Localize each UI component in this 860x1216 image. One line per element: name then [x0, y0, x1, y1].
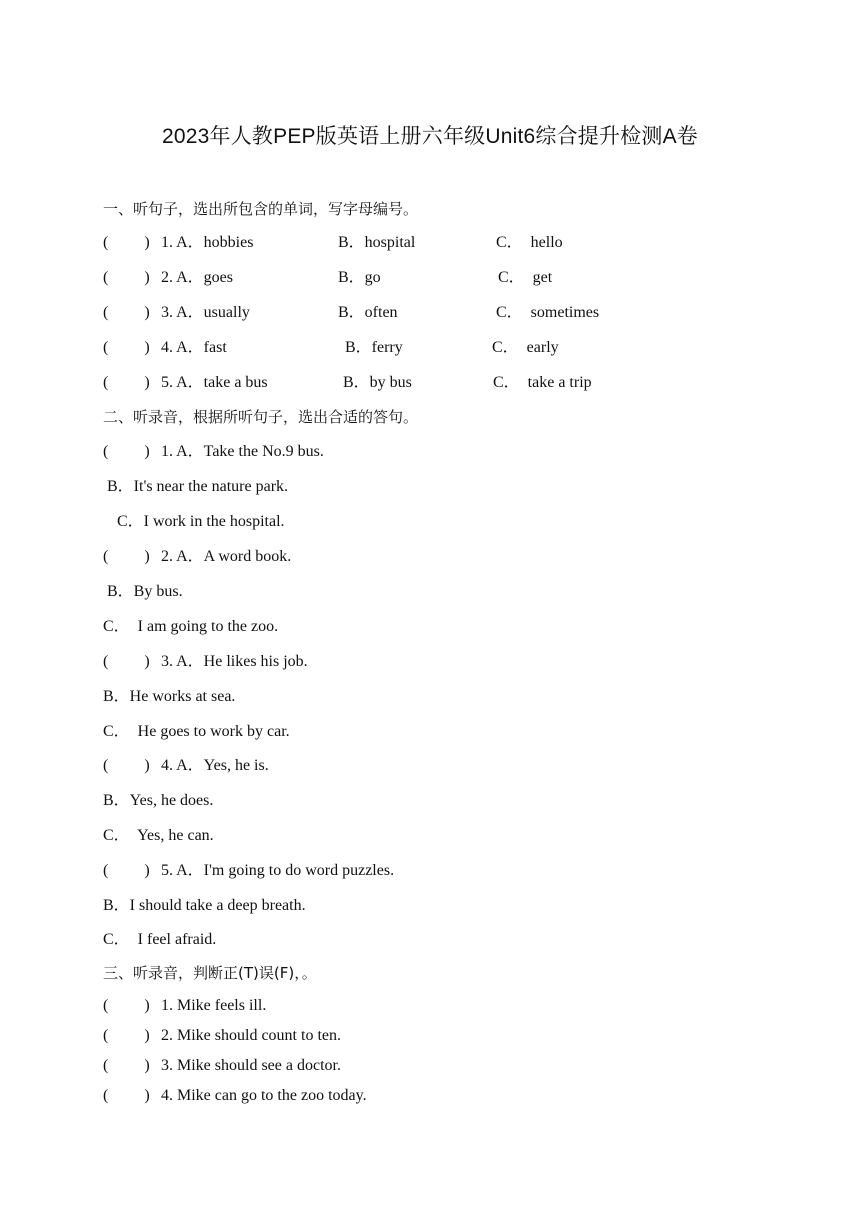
answer-blank[interactable]: ( ) — [103, 269, 150, 286]
s2-q4-option-b: B．Yes, he does. — [103, 792, 214, 809]
option-b: B．hospital — [338, 234, 416, 251]
answer-blank[interactable]: ( ) — [103, 374, 150, 391]
option-a: 3. A．usually — [161, 304, 250, 321]
s2-q1 — [0, 441, 860, 463]
answer-blank[interactable]: ( ) — [103, 862, 150, 879]
s2-q5 — [0, 860, 860, 882]
answer-blank[interactable]: ( ) — [103, 757, 150, 774]
section-2-heading: 二、听录音，根据所听句子，选出合适的答句。 — [103, 408, 419, 426]
s3-item-3 — [0, 1055, 860, 1077]
s2-q3 — [0, 651, 860, 673]
s2-q4 — [0, 755, 860, 777]
option-a: 4. A．Yes, he is. — [161, 757, 269, 774]
s2-q2-option-c: C． I am going to the zoo. — [103, 618, 279, 635]
statement: 2. Mike should count to ten. — [161, 1027, 341, 1044]
answer-blank[interactable]: ( ) — [103, 1027, 150, 1044]
option-a: 2. A．A word book. — [161, 548, 292, 565]
s1-item-5 — [0, 372, 860, 394]
s1-item-4 — [0, 337, 860, 359]
answer-blank[interactable]: ( ) — [103, 304, 150, 321]
s2-q2-option-b: B．By bus. — [107, 583, 183, 600]
statement: 1. Mike feels ill. — [161, 997, 267, 1014]
answer-blank[interactable]: ( ) — [103, 548, 150, 565]
s1-item-3 — [0, 302, 860, 324]
answer-blank[interactable]: ( ) — [103, 653, 150, 670]
s2-q3-option-b: B．He works at sea. — [103, 688, 236, 705]
option-a: 2. A．goes — [161, 269, 234, 286]
option-c: C． get — [498, 269, 553, 286]
option-c: C． take a trip — [493, 374, 592, 391]
option-a: 5. A．take a bus — [161, 374, 268, 391]
statement: 3. Mike should see a doctor. — [161, 1057, 341, 1074]
answer-blank[interactable]: ( ) — [103, 443, 150, 460]
s2-q5-option-c: C． I feel afraid. — [103, 931, 217, 948]
answer-blank[interactable]: ( ) — [103, 234, 150, 251]
s3-item-1 — [0, 995, 860, 1017]
option-a: 4. A．fast — [161, 339, 227, 356]
page-title: 2023年人教PEP版英语上册六年级Unit6综合提升检测A卷 — [162, 125, 698, 148]
option-a: 3. A．He likes his job. — [161, 653, 308, 670]
s3-item-2 — [0, 1025, 860, 1047]
option-c: C． early — [492, 339, 559, 356]
option-c: C． hello — [496, 234, 563, 251]
answer-blank[interactable]: ( ) — [103, 1057, 150, 1074]
answer-blank[interactable]: ( ) — [103, 997, 150, 1014]
answer-blank[interactable]: ( ) — [103, 1087, 150, 1104]
option-b: B．ferry — [345, 339, 403, 356]
s2-q5-option-b: B．I should take a deep breath. — [103, 897, 306, 914]
section-1-heading: 一、听句子，选出所包含的单词，写字母编号。 — [103, 200, 419, 218]
s3-item-4 — [0, 1085, 860, 1107]
option-c: C． sometimes — [496, 304, 600, 321]
s2-q4-option-c: C． Yes, he can. — [103, 827, 214, 844]
s1-item-1 — [0, 232, 860, 254]
section-3-heading: 三、听录音，判断正(T)误(F)，。 — [103, 964, 317, 982]
s2-q2 — [0, 546, 860, 568]
s2-q3-option-c: C． He goes to work by car. — [103, 723, 290, 740]
option-b: B．go — [338, 269, 381, 286]
s2-q1-option-b: B．It's near the nature park. — [107, 478, 289, 495]
answer-blank[interactable]: ( ) — [103, 339, 150, 356]
statement: 4. Mike can go to the zoo today. — [161, 1087, 367, 1104]
option-a: 5. A．I'm going to do word puzzles. — [161, 862, 395, 879]
s2-q1-option-c: C．I work in the hospital. — [117, 513, 285, 530]
option-b: B．by bus — [343, 374, 412, 391]
option-a: 1. A．hobbies — [161, 234, 254, 251]
s1-item-2 — [0, 267, 860, 289]
option-b: B．often — [338, 304, 398, 321]
option-a: 1. A．Take the No.9 bus. — [161, 443, 324, 460]
